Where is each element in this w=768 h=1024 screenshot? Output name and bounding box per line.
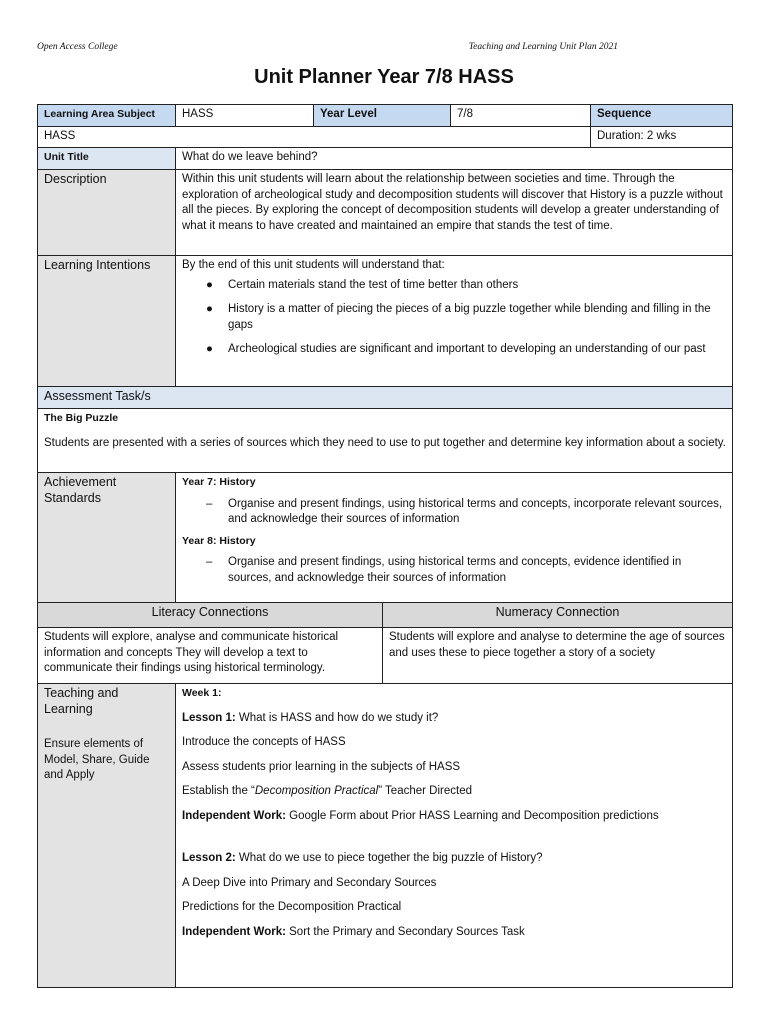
lesson2-heading: Lesson 2: What do we use to piece together the big puzzle of History? xyxy=(182,852,543,864)
assessment-label: Assessment Task/s xyxy=(38,387,733,409)
unit-planner-table xyxy=(37,104,733,988)
unit-title-value: What do we leave behind? xyxy=(176,148,733,170)
lesson2-line1: A Deep Dive into Primary and Secondary Sources xyxy=(182,876,437,889)
list-item: – Organise and present findings, using historical terms and concepts, evidence identified in sources, and acknowledge their sources of information xyxy=(206,556,682,584)
sequence-label: Sequence xyxy=(591,105,733,127)
subject-cell: HASS xyxy=(176,105,314,127)
subject-row-value: HASS xyxy=(38,127,591,148)
lesson1-independent: Independent Work: Google Form about Prior HASS Learning and Decomposition predictions xyxy=(182,809,659,822)
year-level-value: 7/8 xyxy=(451,105,591,127)
bullet-icon: ● xyxy=(206,303,213,315)
year-level-label: Year Level xyxy=(314,105,451,127)
achievement-label: Achievement Standards xyxy=(38,473,176,603)
year7-title: Year 7: History xyxy=(182,476,256,488)
literacy-text: Students will explore, analyse and communicate historical information and concepts They will develop a text to communicate their findings using historical terminology. xyxy=(38,628,383,684)
list-item: ● Archeological studies are significant and important to developing an understanding of our past xyxy=(182,342,726,358)
week-label: Week 1: xyxy=(182,687,222,699)
list-item: – Organise and present findings, using historical terms and concepts, incorporate relevant sources, and acknowledge their sources of information xyxy=(206,497,723,525)
bullet-icon: ● xyxy=(206,343,213,355)
description-text: Within this unit students will learn about the relationship between societies and time. Through the exploration of archeological study and decomposition students will discover that History is a puzzle without all the pieces. By exploring the concept of decomposition students will develop a greater understanding of what it means to have created and maintained an empire that stands the test of time. xyxy=(176,170,733,256)
row-teaching xyxy=(38,684,733,988)
row-subject xyxy=(38,127,733,148)
assessment-task-title: The Big Puzzle xyxy=(44,412,119,424)
learning-intentions-intro: By the end of this unit students will understand that: xyxy=(182,259,445,271)
lesson1-line2: Assess students prior learning in the subjects of HASS xyxy=(182,760,461,773)
year8-title: Year 8: History xyxy=(182,534,256,547)
row-header xyxy=(38,105,733,127)
lesson1-heading: Lesson 1: What is HASS and how do we study it? xyxy=(182,711,439,724)
learning-intentions-label: Learning Intentions xyxy=(38,256,176,387)
literacy-label: Literacy Connections xyxy=(38,603,383,628)
assessment-text: Students are presented with a series of sources which they need to use to put together and determine key information about a society. xyxy=(44,436,726,449)
list-item: ● Certain materials stand the test of time better than others xyxy=(182,278,726,294)
header-left: Open Access College xyxy=(37,42,118,52)
row-assessment-header xyxy=(38,387,733,409)
row-description xyxy=(38,170,733,256)
learning-area-label: Learning Area Subject xyxy=(38,105,176,127)
row-connections xyxy=(38,628,733,684)
row-connections-header xyxy=(38,603,733,628)
row-unit-title xyxy=(38,148,733,170)
description-label: Description xyxy=(38,170,176,256)
list-item: ● History is a matter of piecing the pieces of a big puzzle together while blending and filling in the gaps xyxy=(206,303,711,331)
bullet-icon: ● xyxy=(206,278,213,291)
page-title: Unit Planner Year 7/8 HASS xyxy=(254,66,514,88)
header-right: Teaching and Learning Unit Plan 2021 xyxy=(468,42,618,52)
lesson1-establish: Establish the “Decomposition Practical” Teacher Directed xyxy=(182,785,472,797)
row-learning-intentions xyxy=(38,256,733,387)
lesson1-line1: Introduce the concepts of HASS xyxy=(182,736,346,748)
numeracy-text: Students will explore and analyse to determine the age of sources and uses these to piece together a story of a society xyxy=(383,628,733,684)
learning-intentions-list xyxy=(182,278,726,358)
unit-title-label: Unit Title xyxy=(38,148,176,170)
row-assessment xyxy=(38,409,733,473)
row-achievement xyxy=(38,473,733,603)
duration-cell: Duration: 2 wks xyxy=(591,127,733,148)
teaching-note: Ensure elements of Model, Share, Guide and Apply xyxy=(44,738,150,781)
lesson2-line2: Predictions for the Decomposition Practical xyxy=(182,901,402,913)
lesson2-independent: Independent Work: Sort the Primary and Secondary Sources Task xyxy=(182,925,525,938)
teaching-label: Teaching and Learning xyxy=(44,686,119,716)
numeracy-label: Numeracy Connection xyxy=(383,603,733,628)
